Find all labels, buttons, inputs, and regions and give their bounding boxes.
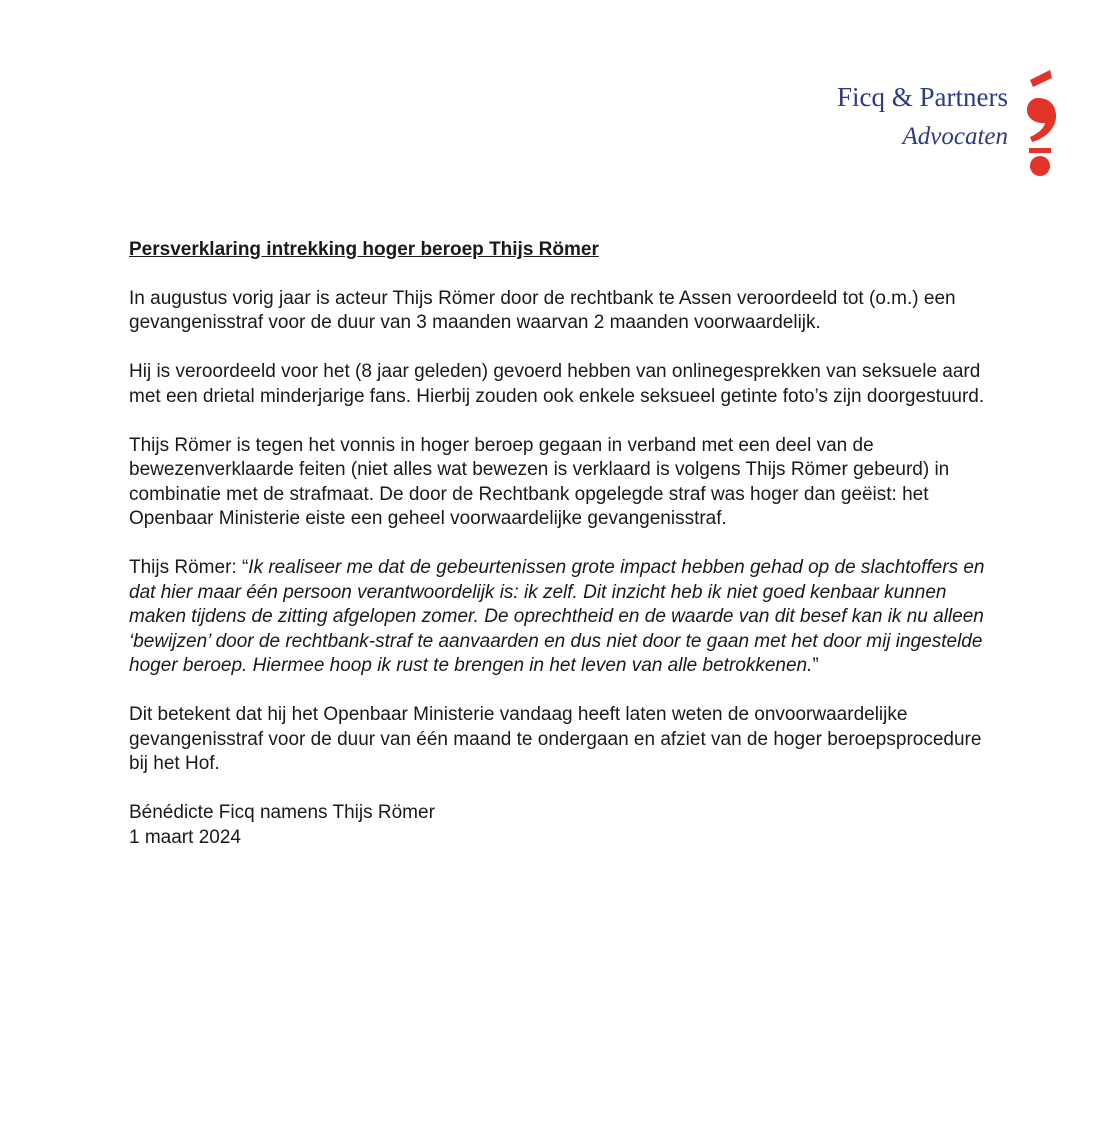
quote-intro: Thijs Römer: “ — [129, 557, 249, 578]
press-statement — [129, 238, 999, 850]
paragraph-quote — [129, 556, 999, 679]
paragraph-appeal: Thijs Römer is tegen het vonnis in hoger beroep gegaan in verband met een deel van de bewezenverklaarde feiten (niet alles wat bewezen is verklaard is volgens Thijs Römer gebeurd) in combinatie met de strafmaat. De door de Rechtbank opgelegde straf was hoger dan geëist: het Openbaar Ministerie eiste een geheel voorwaardelijke gevangenisstraf. — [129, 434, 950, 529]
paragraph-closing: Dit betekent dat hij het Openbaar Ministerie vandaag heeft laten weten de onvoorwaardelijke gevangenisstraf voor de duur van één maand te ondergaan en afziet van de hoger beroepsprocedure bij het Hof. — [129, 704, 982, 774]
firm-name: Ficq & Partners — [837, 82, 1008, 112]
quote-text: Ik realiseer me dat de gebeurtenissen grote impact hebben gehad op de slachtoffers en dat hier maar één persoon verantwoordelijk is: ik zelf. Dit inzicht heb ik niet goed kenbaar kunnen maken tijdens de zitting afgelopen zomer. De oprechtheid en de waarde van dit besef kan ik nu alleen ‘bewijzen’ door de rechtbank-straf te aanvaarden en dus niet door te gaan met het door mij ingestelde hoger beroep. Hiermee hoop ik rust te brengen in het leven van alle betrokkenen. — [129, 557, 985, 676]
firm-logo-icon — [1016, 68, 1060, 178]
letterhead — [790, 68, 1060, 178]
date: 1 maart 2024 — [129, 826, 241, 848]
signature: Bénédicte Ficq namens Thijs Römer — [129, 802, 435, 823]
paragraph-offense: Hij is veroordeeld voor het (8 jaar geleden) gevoerd hebben van onlinegesprekken van seksuele aard met een drietal minderjarige fans. Hierbij zouden ook enkele seksueel getinte foto’s zijn doorgestuurd. — [129, 361, 985, 407]
firm-subtitle: Advocaten — [902, 123, 1008, 150]
paragraph-conviction: In augustus vorig jaar is acteur Thijs Römer door de rechtbank te Assen veroordeeld tot (o.m.) een gevangenisstraf voor de duur van 3 maanden waarvan 2 maanden voorwaardelijk. — [129, 287, 956, 333]
page-title: Persverklaring intrekking hoger beroep Thijs Römer — [129, 239, 599, 260]
quote-close: ” — [812, 655, 819, 676]
